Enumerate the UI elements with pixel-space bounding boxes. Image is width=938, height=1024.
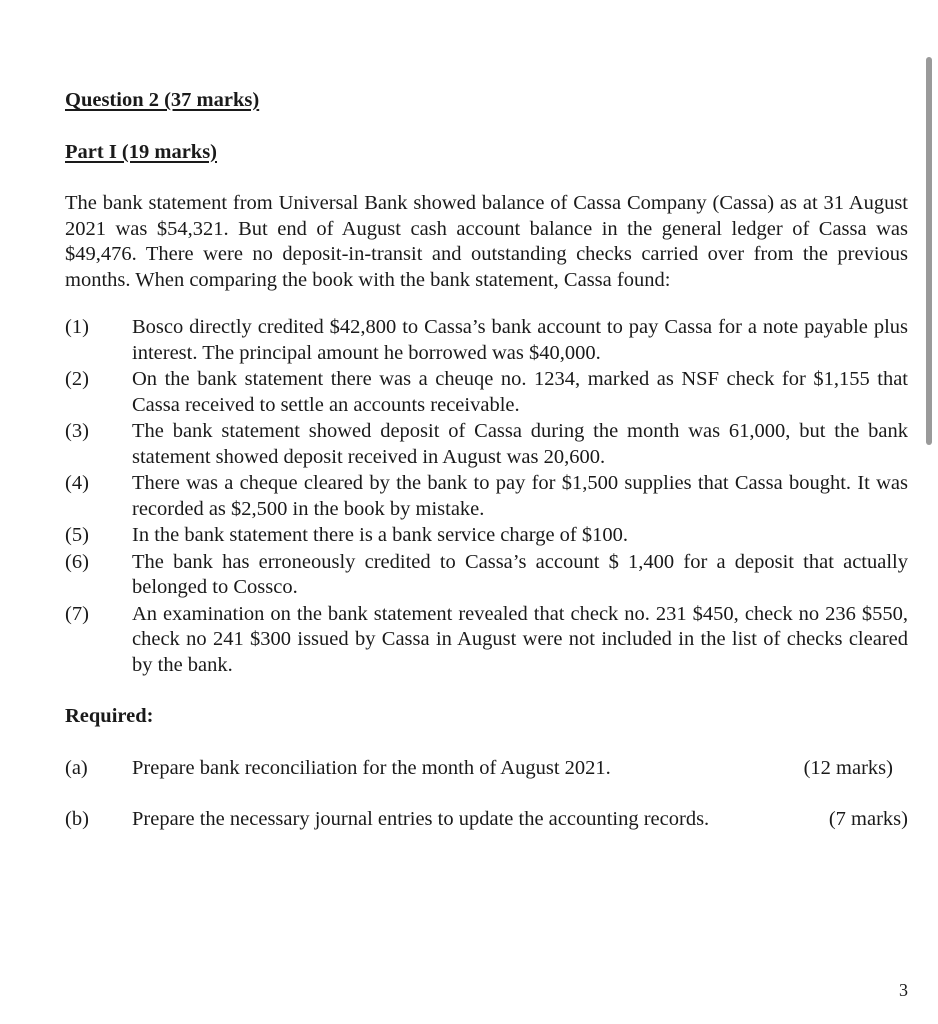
list-item <box>65 315 908 366</box>
scrollbar[interactable] <box>926 57 932 445</box>
question-title: Question 2 (37 marks) <box>65 89 260 111</box>
document-page <box>65 88 908 833</box>
required-label: Required: <box>65 705 154 727</box>
list-item <box>65 367 908 418</box>
required-item-b <box>65 807 908 833</box>
item-number: (1) <box>65 316 89 338</box>
list-item <box>65 550 908 601</box>
item-number: (5) <box>65 524 89 546</box>
list-item <box>65 602 908 679</box>
list-item <box>65 419 908 470</box>
item-number: (6) <box>65 550 89 573</box>
item-number: (2) <box>65 368 89 390</box>
item-text: In the bank statement there is a bank service charge of $100. <box>132 524 628 546</box>
item-text: The bank statement showed deposit of Cassa during the month was 61,000, but the bank statement showed deposit received in August was 20,600. <box>132 420 908 468</box>
item-number: (3) <box>65 420 89 442</box>
item-text: There was a cheque cleared by the bank to pay for $1,500 supplies that Cassa bought. It was recorded as $2,500 in the book by mistake. <box>132 472 908 520</box>
required-text: Prepare bank reconciliation for the month of August 2021. <box>132 756 611 779</box>
required-number: (a) <box>65 756 88 779</box>
list-item <box>65 523 908 549</box>
item-text: Bosco directly credited $42,800 to Cassa’s bank account to pay Cassa for a note payable plus interest. The principal amount he borrowed was $40,000. <box>132 316 908 364</box>
required-marks: (7 marks) <box>828 808 908 830</box>
page-number: 3 <box>899 980 908 1000</box>
intro-paragraph: The bank statement from Universal Bank showed balance of Cassa Company (Cassa) as at 31 August 2021 was $54,321. But end of August cash account balance in the general ledger of Cassa was $49,476. There were no deposit-in-transit and outstanding checks carried over from the previous months. When comparing the book with the bank statement, Cassa found: <box>65 192 908 291</box>
item-text: On the bank statement there was a cheuqe no. 1234, marked as NSF check for $1,155 that Cassa received to settle an accounts receivable. <box>132 368 908 416</box>
item-number: (4) <box>65 472 89 494</box>
item-text: An examination on the bank statement revealed that check no. 231 $450, check no 236 $550, check no 241 $300 issued by Cassa in August were not included in the list of checks cleared by the bank. <box>132 602 908 676</box>
list-item <box>65 471 908 522</box>
required-item-a <box>65 756 908 782</box>
findings-list <box>65 315 908 678</box>
part-title: Part I (19 marks) <box>65 140 218 163</box>
required-text: Prepare the necessary journal entries to update the accounting records. <box>132 808 710 830</box>
item-text: The bank has erroneously credited to Cassa’s account $ 1,400 for a deposit that actually belonged to Cossco. <box>132 550 908 598</box>
item-number: (7) <box>65 602 89 625</box>
required-number: (b) <box>65 808 89 830</box>
required-marks: (12 marks) <box>803 756 893 779</box>
